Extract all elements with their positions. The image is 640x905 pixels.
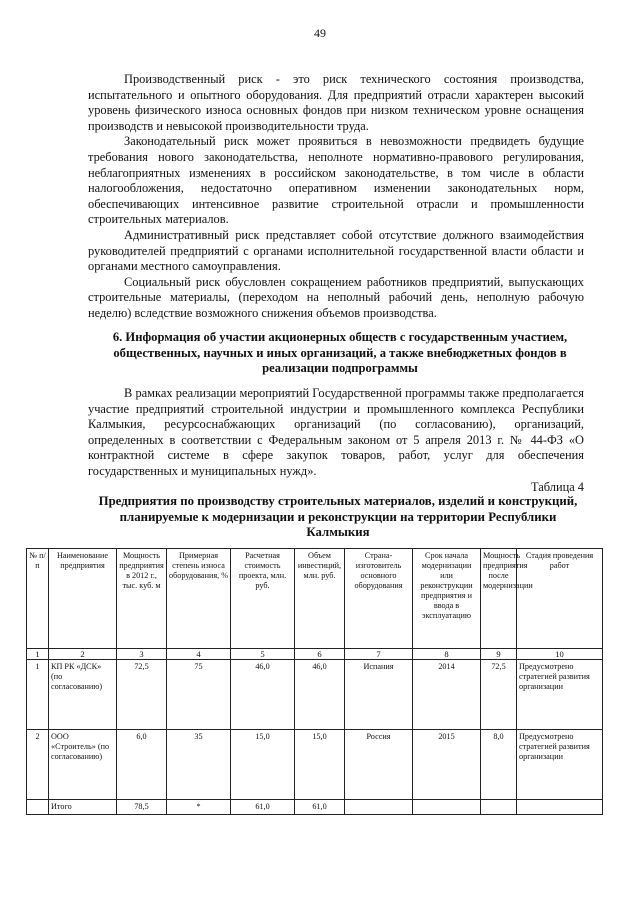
total-project-cost: 61,0 (231, 800, 295, 815)
total-row (27, 800, 603, 815)
work-stage: Предусмотрено стратегией развития организации (517, 730, 603, 800)
enterprise-name: КП РК «ДСК» (по согласованию) (49, 660, 117, 730)
paragraph-production-risk: Производственный риск - это риск технического состояния производства, испытательного и опытного оборудования. Для предприятий отрасли характерен высокий уровень физического износа основных фондов при низком техническом уровне оснащения производств и невысокой производительности труда. (88, 72, 584, 133)
row-number: 2 (27, 730, 49, 800)
investment-volume: 46,0 (295, 660, 345, 730)
table-row (27, 730, 603, 800)
modernization-term: 2015 (413, 730, 481, 800)
capacity-2012: 72,5 (117, 660, 167, 730)
risk-paragraphs (88, 72, 584, 322)
capacity-after: 8,0 (481, 730, 517, 800)
column-number: 6 (295, 649, 345, 660)
work-stage: Предусмотрено стратегией развития организации (517, 660, 603, 730)
section-body (88, 386, 584, 480)
table-row (27, 660, 603, 730)
section-heading: 6. Информация об участии акционерных обществ с государственным участием, общественных, научных и иных организаций, а также внебюджетных фондов в реализации подпрограммы (112, 330, 568, 375)
column-number: 7 (345, 649, 413, 660)
project-cost: 46,0 (231, 660, 295, 730)
wear-degree: 75 (167, 660, 231, 730)
total-capacity: 78,5 (117, 800, 167, 815)
column-number: 2 (49, 649, 117, 660)
total-cell (481, 800, 517, 815)
header-capacity-2012: Мощность предприятия в 2012 г., тыс. куб. м (117, 549, 167, 649)
header-work-stage: Стадия проведения работ (517, 549, 603, 649)
row-number: 1 (27, 660, 49, 730)
capacity-2012: 6,0 (117, 730, 167, 800)
table-title: Предприятия по производству строительных материалов, изделий и конструкций, планируемые к модернизации и реконструкции на территории Республики Калмыкия (98, 494, 578, 539)
header-project-cost: Расчетная стоимость проекта, млн. руб. (231, 549, 295, 649)
header-capacity-after: Мощность предприятия после модернизации (481, 549, 517, 649)
column-number: 3 (117, 649, 167, 660)
total-cell (27, 800, 49, 815)
total-investment: 61,0 (295, 800, 345, 815)
header-number: № п/п (27, 549, 49, 649)
table-caption: Таблица 4 (531, 480, 584, 494)
column-number: 10 (517, 649, 603, 660)
capacity-after: 72,5 (481, 660, 517, 730)
column-number: 5 (231, 649, 295, 660)
total-wear: * (167, 800, 231, 815)
column-number: 4 (167, 649, 231, 660)
project-cost: 15,0 (231, 730, 295, 800)
page-number: 49 (314, 26, 326, 40)
paragraph-legislative-risk: Законодательный риск может проявиться в невозможности предвидеть будущие требования нового законодательства, неполноте нормативно-правового регулирования, неблагоприятных изменениях в российском законодательстве, в том числе в области налогообложения, недостаточно оперативном изменении законодательных норм, обеспечивающих интенсивное развитие строительной отрасли и промышленности строительных материалов. (88, 134, 584, 227)
column-number: 8 (413, 649, 481, 660)
total-cell (413, 800, 481, 815)
total-cell (345, 800, 413, 815)
column-number: 1 (27, 649, 49, 660)
table-header-row (27, 549, 603, 649)
equipment-country: Россия (345, 730, 413, 800)
header-enterprise-name: Наименование предприятия (49, 549, 117, 649)
wear-degree: 35 (167, 730, 231, 800)
header-modernization-term: Срок начала модернизации или реконструкции предприятия и ввода в эксплуатацию (413, 549, 481, 649)
investment-volume: 15,0 (295, 730, 345, 800)
header-equipment-country: Страна-изготовитель основного оборудования (345, 549, 413, 649)
equipment-country: Испания (345, 660, 413, 730)
header-wear-degree: Примерная степень износа оборудования, % (167, 549, 231, 649)
total-cell (517, 800, 603, 815)
paragraph-administrative-risk: Административный риск представляет собой отсутствие должного взаимодействия руководителей предприятий с органами исполнительной государственной власти области и органами местного самоуправления. (88, 227, 584, 274)
total-label: Итого (49, 800, 117, 815)
column-number: 9 (481, 649, 517, 660)
modernization-term: 2014 (413, 660, 481, 730)
enterprises-table (26, 548, 603, 815)
paragraph-participation: В рамках реализации мероприятий Государственной программы также предполагается участие предприятий строительной индустрии и промышленного комплекса Республики Калмыкия, ресурсоснабжающих организаций (по согласованию), организаций, определенных в соответствии с Федеральным законом от 5 апреля 2013 г. № 44-ФЗ «О контрактной системе в сфере закупок товаров, работ, услуг для обеспечения государственных и муниципальных нужд». (88, 386, 584, 478)
enterprise-name: ООО «Строитель» (по согласованию) (49, 730, 117, 800)
header-investment-volume: Объем инвестиций, млн. руб. (295, 549, 345, 649)
paragraph-social-risk: Социальный риск обусловлен сокращением работников предприятий, выпускающих строительные материалы, (переходом на неполный рабочий день, неполную рабочую неделю) вследствие возможного снижения объемов производства. (88, 274, 584, 320)
column-number-row (27, 649, 603, 660)
